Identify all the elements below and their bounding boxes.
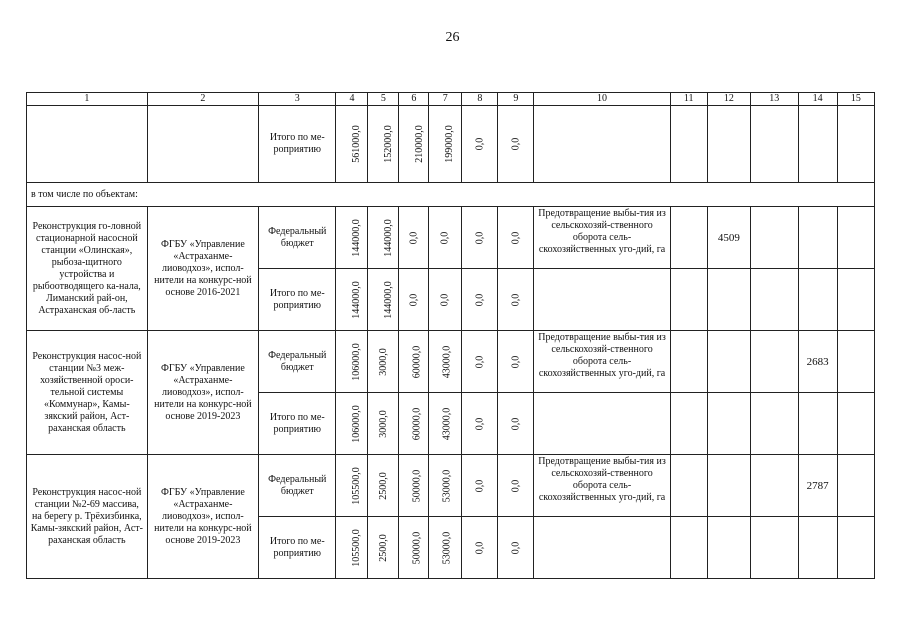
executor: ФГБУ «Управление «Астраханме-лиоводхоз», испол-нители на конкурс-ной основе 2016-2021 — [147, 207, 258, 331]
funding-source: Федеральный бюджет — [259, 207, 336, 269]
indicator-value-col14: 2683 — [798, 331, 837, 393]
funding-source: Итого по ме-роприятию — [259, 269, 336, 331]
amount-value: 0,0 — [473, 417, 485, 430]
object-budget-row — [27, 331, 875, 393]
amount-value: 0,0 — [407, 293, 419, 306]
indicator-value-col14: 2787 — [798, 455, 837, 517]
column-number: 10 — [534, 93, 670, 106]
amount-value: 0,0 — [509, 231, 521, 244]
column-number: 12 — [707, 93, 750, 106]
amount-value: 199000,0 — [444, 125, 456, 163]
amount-value: 106000,0 — [351, 404, 363, 443]
funding-source: Итого по ме-роприятию — [259, 517, 336, 579]
indicator-text: Предотвращение выбы-тия из сельскохозяй-ственного оборота сель-скохозяйственных уго-дий, га — [534, 207, 670, 269]
object-name: Реконструкция насос-ной станции №2-69 массива, на берегу р. Трёхизбинка, Камы-зякский район, Аст-раханская область — [27, 455, 148, 579]
amount-value: 0,0 — [509, 355, 521, 368]
total-label: Итого по ме-роприятию — [259, 106, 336, 183]
amount-value: 0,0 — [439, 293, 451, 306]
indicator-value-col12: 4509 — [707, 207, 750, 269]
amount-value: 60000,0 — [411, 407, 423, 440]
object-budget-row — [27, 455, 875, 517]
indicator-text: Предотвращение выбы-тия из сельскохозяй-ственного оборота сель-скохозяйственных уго-дий, га — [534, 455, 670, 517]
total-row — [27, 106, 875, 183]
column-number: 11 — [670, 93, 707, 106]
column-number-row — [27, 93, 875, 106]
amount-value: 53000,0 — [441, 531, 453, 564]
amount-value: 0,0 — [473, 541, 485, 554]
amount-value: 0,0 — [509, 417, 521, 430]
amount-value: 3000,0 — [378, 347, 390, 376]
indicator-value-col12 — [707, 455, 750, 517]
measures-table — [26, 92, 875, 579]
amount-value: 50000,0 — [411, 531, 423, 564]
section-label: в том числе по объектам: — [27, 183, 875, 207]
column-number: 6 — [399, 93, 429, 106]
page-number: 26 — [445, 30, 460, 45]
indicator-text: Предотвращение выбы-тия из сельскохозяй-ственного оборота сель-скохозяйственных уго-дий, га — [534, 331, 670, 393]
amount-value: 53000,0 — [441, 469, 453, 502]
amount-value: 43000,0 — [441, 407, 453, 440]
funding-source: Итого по ме-роприятию — [259, 393, 336, 455]
amount-value: 105500,0 — [351, 466, 363, 505]
column-number: 5 — [368, 93, 399, 106]
column-number: 14 — [798, 93, 837, 106]
column-number: 13 — [751, 93, 798, 106]
amount-value: 210000,0 — [414, 125, 426, 163]
amount-value: 152000,0 — [383, 125, 395, 163]
column-number: 4 — [336, 93, 368, 106]
amount-value: 60000,0 — [411, 345, 423, 378]
column-number: 2 — [147, 93, 258, 106]
object-name: Реконструкция го-ловной стационарной насосной станции «Олинская», рыбоза-щитного устройства и рыбоотводящего ка-нала, Лиманский рай-он, Астраханская об-ласть — [27, 207, 148, 331]
amount-value: 2500,0 — [378, 471, 390, 500]
amount-value: 105500,0 — [351, 528, 363, 567]
amount-value: 144000,0 — [383, 280, 395, 319]
executor: ФГБУ «Управление «Астраханме-лиоводхоз», испол-нители на конкурс-ной основе 2019-2023 — [147, 331, 258, 455]
executor: ФГБУ «Управление «Астраханме-лиоводхоз», испол-нители на конкурс-ной основе 2019-2023 — [147, 455, 258, 579]
amount-value: 43000,0 — [441, 345, 453, 378]
amount-value: 561000,0 — [351, 125, 363, 163]
amount-value: 0,0 — [473, 355, 485, 368]
indicator-value-col14 — [798, 207, 837, 269]
indicator-value-col12 — [707, 331, 750, 393]
amount-value: 0,0 — [509, 541, 521, 554]
object-budget-row — [27, 207, 875, 269]
amount-value: 144000,0 — [383, 218, 395, 257]
amount-value: 0,0 — [509, 479, 521, 492]
amount-value: 0,0 — [473, 479, 485, 492]
column-number: 7 — [429, 93, 462, 106]
amount-value: 144000,0 — [351, 280, 363, 319]
amount-value: 50000,0 — [411, 469, 423, 502]
amount-value: 0,0 — [439, 231, 451, 244]
amount-value: 0,0 — [473, 137, 485, 151]
column-number: 3 — [259, 93, 336, 106]
amount-value: 144000,0 — [351, 218, 363, 257]
amount-value: 0,0 — [473, 231, 485, 244]
amount-value: 3000,0 — [378, 409, 390, 438]
amount-value: 0,0 — [407, 231, 419, 244]
funding-source: Федеральный бюджет — [259, 331, 336, 393]
object-name: Реконструкция насос-ной станции №3 меж-хозяйственной ороси-тельной системы «Коммунар», Камы-зякский район, Аст-раханская область — [27, 331, 148, 455]
amount-value: 106000,0 — [351, 342, 363, 381]
section-row — [27, 183, 875, 207]
funding-source: Федеральный бюджет — [259, 455, 336, 517]
column-number: 9 — [498, 93, 534, 106]
column-number: 8 — [462, 93, 498, 106]
amount-value: 0,0 — [473, 293, 485, 306]
amount-value: 0,0 — [509, 293, 521, 306]
column-number: 1 — [27, 93, 148, 106]
amount-value: 0,0 — [509, 137, 521, 151]
column-number: 15 — [837, 93, 874, 106]
amount-value: 2500,0 — [378, 533, 390, 562]
